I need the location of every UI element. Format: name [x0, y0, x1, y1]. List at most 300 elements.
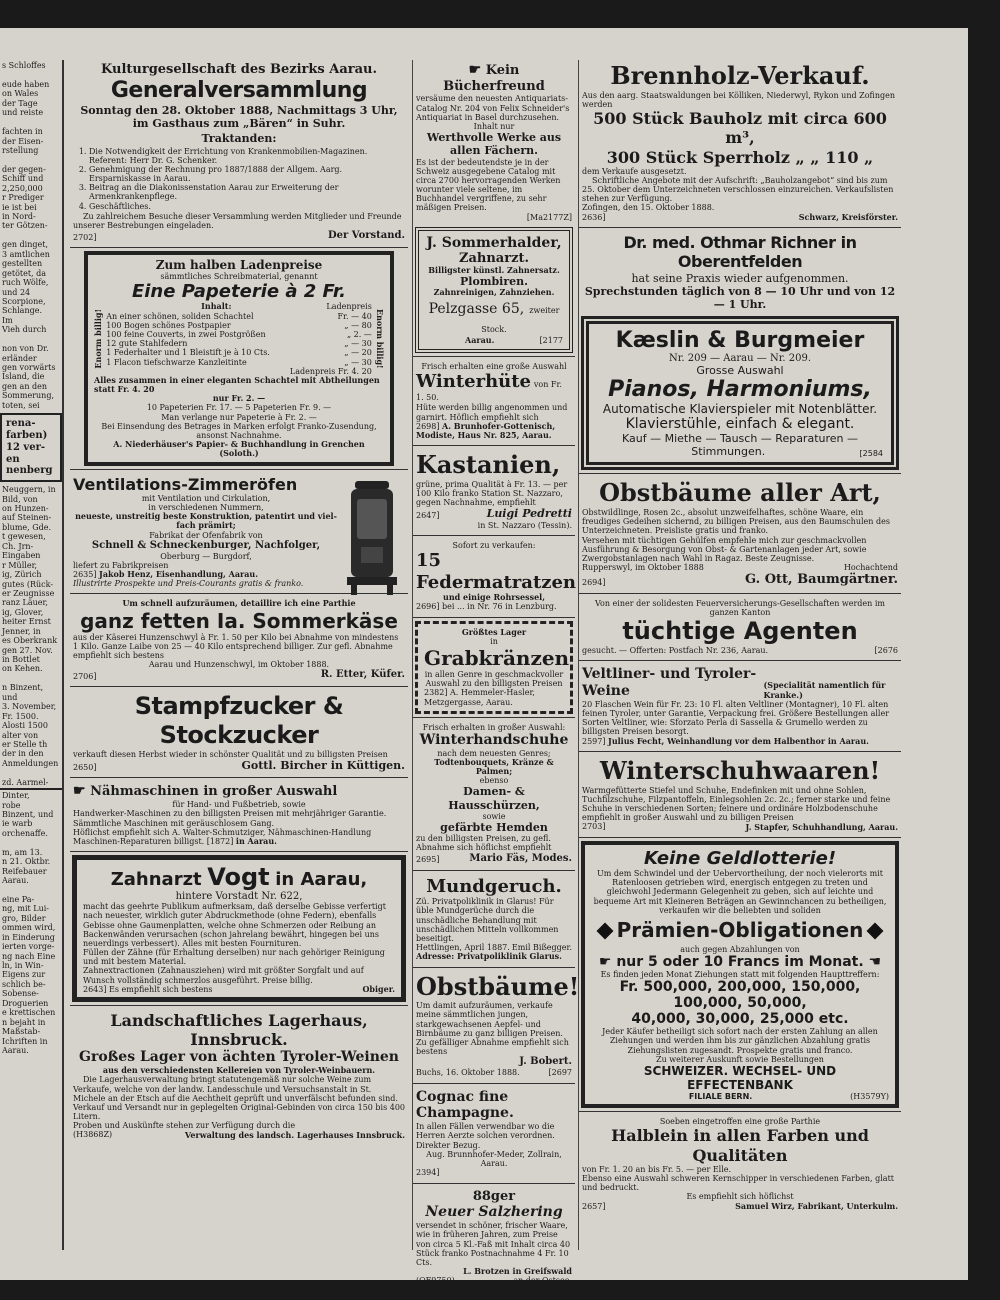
papeterie-col-head: Ladenpreis [326, 302, 372, 312]
papeterie-line1: Alles zusammen in einer eleganten Schachtel mit Abtheilungen statt Fr. 4. 20 [94, 374, 380, 395]
sommerhalder-floor: zweiter Stock. [481, 305, 560, 334]
lotterie-body2: Jeder Käufer betheiligt sich sofort nach der ersten Zahlung an allen Ziehungen und werden ihm bis zur gänzlichen Abzahlung gratis Ziehungslisten zugesandt. Prospekte gratis und franco. [602, 1027, 878, 1055]
papeterie-title: Eine Papeterie à 2 Fr. [131, 281, 347, 303]
margin-line: Sommerung, [2, 391, 54, 401]
margin-box-line: 12 ver- [6, 441, 45, 453]
margin-line: 2,250,000 [2, 183, 43, 193]
vogt-body: macht das geehrte Publikum aufmerksam, daß derselbe Gebisse verfertigt nach neuester, wirklich guter Abdruckmethode (ohne Federn), ebenfalls Gebisse ohne Gaumenplatten, welche ohne Schmerzen oder Reibung an Backenwänden verursachen (schon jahrelang bewährt, hingegen bei uns neuerdings verbessert). Alles mit besten Fournituren. [83, 902, 386, 948]
brennholz-sign: Schwarz, Kreisförster. [798, 212, 898, 223]
schuhe-body: Warmgefütterte Stiefel und Schuhe, Endefinken mit und ohne Sohlen, Tuchfilzschuhe, Filzpantoffeln, Einlegsohlen 2c. 2c.; ferner starke und feine Schuhe in verschiedenen Sorten; feinere und ordinäre Holzbodenschuhe empfiehlt in großer Auswahl und zu billigen Preisen [582, 785, 891, 823]
veltliner-l1: 20 Flaschen Wein für Fr. 23: 10 Fl. alten Veltliner (Montagner), 10 Fl. alten feinen Tyroler, unter Garantie, Verpackung frei. Größere Bestellungen aller Sorten Veltliner, wie: Sforzato Perla di Sassella & Grumello werden zu billigsten Preisen besorgt. [582, 699, 890, 737]
vogt-addr: hintere Vorstadt Nr. 622, [175, 891, 303, 903]
margin-line: 3. November, [2, 702, 57, 712]
margin-line: Schiff und [2, 174, 44, 184]
mundgeruch-l4: Adresse: Privatpoliklinik Glarus. [416, 951, 562, 962]
buecher-title: Kein Bücherfreund [443, 63, 545, 94]
margin-box-line: farben) [6, 429, 48, 441]
margin-line: n bejaht in [2, 1017, 46, 1027]
ad-kulturgesellschaft [70, 60, 408, 244]
sommerhalder-city: Aarau. [465, 334, 495, 345]
kaeslin-addr: Nr. 209 — Aarau — Nr. 209. [668, 353, 811, 365]
margin-line: Alosti 1500 [2, 721, 48, 731]
margin-line: non von Dr. [2, 344, 49, 354]
handschuhe-l3: ebenso [479, 776, 509, 786]
lotterie-body: Um dem Schwindel und der Uebervortheilung, der noch vielerorts mit Ratenloosen getrieben wird, energisch entgegen zu treten und gleichwohl Jedermann Gelegenheit zu geben, sich auf leichte und bequeme Art mit Kleineren Beträgen an Gewinnchancen zu betheiligen, verkaufen wir die beliebten und soliden [593, 868, 887, 915]
buecher-big: Werthvolle Werke aus allen Fächern. [426, 131, 562, 158]
handschuhe-ref: 2695] [416, 855, 440, 864]
lotterie-l2: nur 5 oder 10 Francs im Monat. [616, 954, 864, 971]
margin-line: der Eisen- [2, 136, 44, 146]
margin-line: Scorpione, [2, 296, 46, 306]
hering-title-a: 88ger [472, 1188, 516, 1204]
vogt-ref: 2643] [83, 984, 107, 994]
obst-mid-sign: J. Bobert. [519, 1056, 572, 1068]
agenten-body: gesucht. — Offerten: Postfach Nr. 236, Aarau. [582, 646, 769, 656]
margin-line: erländer [2, 353, 37, 363]
brennholz-place: Zofingen, den 15. Oktober 1888. [582, 203, 715, 213]
lagerhaus-body: Die Lagerhausverwaltung bringt statutengemäß nur solche Weine zum Verkaufe, welche von der landw. Landesschule und Versuchsanstalt in St. Michele an der Etsch auf die Aechtheit geprüft und unverfälscht befunden sind. Verkauf und Versandt nur in geplegelten Original-Gebinden von circa 150 bis 400 Litern. [73, 1075, 406, 1122]
handschuhe-l5: sowie [482, 811, 506, 821]
obst-mid-body2: Zu gefälliger Abnahme empfiehlt sich bestens [416, 1038, 569, 1057]
naeh-l3: Höflichst empfiehlt sich A. Walter-Schmutziger, Nähmaschinen-Handlung [73, 827, 372, 837]
papeterie-sign: A. Niederhäuser's Papier- & Buchhandlung in Grenchen (Soloth.) [113, 439, 365, 459]
papeterie-line5: Bei Einsendung des Betrages in Marken erfolgt Franko-Zusendung, ansonst Nachnahme. [101, 421, 377, 441]
ofen-ref: 2635] [73, 570, 97, 580]
lagerhaus-title: Landschaftliches Lagerhaus, Innsbruck. [110, 1011, 368, 1050]
hering-body: versendet in schöner, frischer Waare, wie in früheren Jahren, zum Preise von circa 5 Kl.-Faß mit Inhalt circa 40 Stück franko Postnachnahme 4 Fr. 10 Cts. [416, 1221, 571, 1267]
hering-sign: L. Brotzen in Greifswald [463, 1266, 572, 1277]
margin-line: gro, Bilder [2, 913, 46, 923]
margin-line: heiter Ernst [2, 617, 51, 627]
margin-line [2, 335, 60, 344]
margin-line: e krettischen [2, 1008, 56, 1018]
lotterie-ref: (H3579Y) [850, 1092, 889, 1102]
margin-line: toten, sei [2, 400, 40, 410]
diamond-icon [867, 923, 884, 940]
margin-line: fachten in [2, 127, 43, 137]
mundgeruch-l2: Hettlingen, April 1887. [416, 943, 510, 953]
buecher-body2: Es ist der bedeutendste je in der Schweiz ausgegebene Catalog mit circa 2700 hervorragenden Werken worunter viele seltene, im Buchhandel vergriffene, zu sehr mäßigen Preisen. [416, 157, 561, 213]
ofen-l9: Illustrirte Prospekte und Preis-Courants gratis & franko. [73, 579, 304, 589]
ofen-l6: Oberburg — Burgdorf, [160, 551, 252, 561]
lotterie-l4: Zu weiterer Auskunft sowie Bestellungen [656, 1054, 824, 1064]
margin-line: gutes (Rück- [2, 579, 54, 589]
papeterie-line4: Man verlange nur Papeterie à Fr. 2. — [161, 412, 317, 422]
ad-obstbaeume-buchs [413, 971, 580, 1080]
margin-line: orchenaffe. [2, 828, 48, 838]
margin-line: ter Götzen- [2, 221, 48, 231]
winterhuete-price: von Fr. 1. 50. [416, 379, 562, 402]
kastanien-ref: 2647] [416, 511, 440, 521]
handschuhe-intro: Frisch erhalten in großer Auswahl: [422, 722, 566, 732]
ad-salzhering [413, 1187, 575, 1288]
kultur-header: Kulturgesellschaft des Bezirks Aarau. [100, 62, 377, 77]
kultur-agenda-title: Traktanden: [201, 132, 277, 146]
ad-ventilation-ofen [70, 473, 408, 591]
kultur-agenda-list [89, 147, 405, 211]
margin-line: ranz Läuer, [2, 598, 48, 608]
margin-line [2, 674, 60, 683]
vogt-title-a: Zahnarzt [110, 869, 202, 891]
margin-box-1-text [4, 417, 58, 478]
hering-title-b: Neuer Salzhering [425, 1204, 563, 1221]
stove-illustration [343, 477, 401, 597]
kaeslin-ref: [2584 [859, 449, 883, 459]
margin-line: Droguerien [2, 998, 49, 1008]
ad-papeterie [84, 251, 394, 465]
ad-kastanien [413, 449, 575, 532]
margin-line [2, 768, 60, 777]
margin-box-1 [0, 413, 62, 482]
sommerhalder-addr: Pelzgasse 65, [428, 300, 525, 317]
ad-mundgeruch [413, 874, 575, 964]
papeterie-row: 12 gute Stahlfedern „ — 30 [106, 339, 372, 349]
schuhe-sign: J. Stapfer, Schuhhandlung, Aarau. [745, 821, 898, 832]
kastanien-place: in St. Nazzaro (Tessin). [477, 520, 572, 530]
lotterie-prizes: Fr. 500,000, 200,000, 150,000, 100,000, 50,000, [619, 979, 861, 1012]
cognac-body: In allen Fällen verwendbar wo die Herren Aerzte solchen verordnen. Direkter Bezug. [416, 1122, 555, 1150]
cognac-sign: Aug. Brunnhofer-Meder, Zollrain, Aarau. [426, 1149, 562, 1168]
grab-ref: 2382] [424, 688, 448, 698]
margin-line: m, am 13. [2, 847, 43, 857]
agenten-title: tüchtige Agenten [622, 617, 858, 646]
mundgeruch-title: Mundgeruch. [426, 875, 562, 897]
veltliner-sign: Julius Fecht, Weinhandlung vor dem Halbenthor in Aarau. [608, 735, 869, 746]
ofen-l3: neueste, unstreitig beste Konstruktion, patentirt und viel- fach prämirt; [75, 511, 337, 531]
papeterie-total: Ladenpreis Fr. 4. 20 [289, 366, 372, 376]
matratzen-l2: bei ... in Nr. 76 in Lenzburg. [442, 602, 557, 612]
naeh-l2: Handwerker-Maschinen zu den billigsten Preisen mit mehrjähriger Garantie. Sämmtliche Maschinen mit geräuschlosem Gang. [73, 809, 387, 828]
ofen-l7: liefert zu Fabrikpreisen [73, 560, 169, 570]
margin-line: Schlange. [2, 306, 42, 316]
margin-line: getötet, da [2, 268, 47, 278]
buecher-ref: [Ma2177Z] [526, 212, 572, 222]
hering-place: an der Ostsee. [513, 1276, 572, 1286]
margin-line: gestellten [2, 259, 43, 269]
ad-winterhuete [413, 360, 575, 442]
margin-line: gen vorwärts [2, 363, 56, 372]
halblein-body2: Ebenso eine Auswahl schweren Kernschipper in verschiedenen Farben, glatt und bedruckt. [582, 1173, 895, 1193]
veltliner-title: Veltliner- und Tyroler-Weine [582, 666, 757, 700]
kastanien-title: Kastanien, [416, 450, 561, 480]
kastanien-sign: Luigi Pedretti [486, 507, 572, 521]
kultur-place: im Gasthaus zum „Bären“ in Suhr. [132, 117, 346, 131]
lagerhaus-sign: Verwaltung des landsch. Lagerhauses Innsbruck. [184, 1129, 405, 1140]
kaeslin-l6: Stimmungen. [691, 445, 766, 459]
newspaper-page [0, 28, 968, 1286]
handschuhe-l2: Todtenbouquets, Kränze & Palmen; [434, 756, 554, 777]
margin-line: zd. Aarmel- [2, 777, 49, 787]
sommerhalder-name: J. Sommerhalder, [426, 235, 562, 252]
margin-line: eude haben [2, 79, 50, 89]
buecher-inhalt: Inhalt nur [473, 121, 515, 131]
margin-line: der in den [2, 749, 44, 759]
naeh-title: Nähmaschinen in großer Auswahl [90, 784, 338, 800]
halblein-title: Halblein in allen Farben und Qualitäten [611, 1126, 869, 1165]
agenda-item: 4. Geschäftliches. [89, 202, 405, 211]
papeterie-row: An einer schönen, soliden Schachtel Fr. — 40 [106, 311, 372, 321]
zucker-sign: Gottl. Bircher in Küttigen. [241, 759, 405, 773]
ad-richner [579, 231, 901, 313]
winterhuete-ref: 2698] [416, 421, 440, 431]
kastanien-body: grüne, prima Qualität à Fr. 13. — per 100 Kilo franko Station St. Nazzaro, gegen Nachnahme, empfiehlt [416, 479, 568, 508]
zucker-title: Stampfzucker & Stockzucker [134, 692, 344, 750]
margin-line: er Zeugnisse [2, 588, 55, 598]
brennholz-l2: 500 Stück Bauholz mit circa 600 m³, [593, 109, 887, 148]
margin-line: ng, mit Lui- [2, 904, 49, 914]
margin-line: ln, in Win- [2, 961, 44, 971]
matratzen-ref: 2696] [416, 602, 440, 612]
margin-line: Eigens zur [2, 970, 46, 980]
richner-l1: hat seine Praxis wieder aufgenommen. [631, 271, 849, 285]
ad-geldlotterie [581, 841, 899, 1108]
kultur-sign: Der Vorstand. [327, 230, 405, 242]
margin-line: Ch. Jrn- [2, 541, 34, 551]
agenten-intro: Von einer der solidesten Feuerversicherungs-Gesellschaften werden im ganzen Kanton [595, 598, 885, 618]
richner-title: Dr. med. Othmar Richner in Oberentfelden [623, 233, 857, 272]
naeh-place: in Aarau. [235, 835, 277, 846]
margin-text-top [0, 60, 62, 411]
mundgeruch-l1: Zü. Privatpoliklinik in Glarus! Für üble Mundgerüche durch die unschädliche Behandlung mit unschädlichen Mitteln vollkommen beseitigt. [416, 897, 559, 943]
matratzen-l1: und einige Rohrsessel, [443, 592, 545, 603]
lotterie-prizes2: 40,000, 30,000, 25,000 etc. [631, 1011, 849, 1028]
kaese-place: Aarau und Hunzenschwyl, im Oktober 1888. [148, 660, 330, 670]
margin-line: Reifebauer [2, 866, 47, 876]
margin-line: r Müller, [2, 560, 38, 570]
sommerhalder-l3: Zahnreinigen, Zahnziehen. [433, 287, 555, 298]
papeterie-line2: nur Fr. 2. — [212, 393, 266, 404]
ofen-l1: mit Ventilation und Cirkulation, [141, 493, 271, 503]
margin-line: ig, Zürich [2, 570, 42, 580]
margin-line: Bild, von [2, 494, 38, 504]
agenten-ref: [2676 [874, 646, 898, 656]
margin-line: rstellung [2, 145, 39, 155]
ad-lagerhaus [70, 1009, 408, 1142]
ad-obstbaeume-ott [579, 477, 901, 590]
ott-sign: G. Ott, Baumgärtner. [745, 572, 898, 588]
margin-line: ig, Glover, [2, 607, 44, 617]
ad-agenten [579, 597, 901, 657]
margin-line: on Wales [2, 89, 39, 99]
margin-line: gen an den [2, 381, 48, 391]
winterhuete-sign: A. Brunhofer-Gottenisch, Modiste, Haus Nr. 825, Aarau. [416, 420, 556, 440]
margin-line: gen dinget, [2, 240, 48, 250]
margin-line: gen 27. Nov. [2, 645, 53, 655]
ofen-l8: Jakob Henz, Eisenhandlung, Aarau. [99, 569, 259, 580]
margin-line [2, 231, 60, 240]
margin-line: robe [2, 800, 21, 810]
margin-line: Aarau. [2, 1045, 29, 1055]
margin-text-bottom [0, 788, 62, 1056]
ott-body: Obstwildlinge, Rosen 2c., absolut unzweifelhaftes, schöne Waare, ein freudiges Gedeihen sichernd, zu billigen Preisen, aus den Baumschulen des Unterzeichneten. Preisliste gratis und franko. [582, 508, 890, 536]
sommerhalder-prof: Zahnarzt. [458, 251, 529, 267]
lotterie-title: Keine Geldlotterie! [643, 847, 837, 869]
column-1 [70, 60, 408, 1250]
margin-line [2, 886, 60, 895]
ad-winterhandschuhe [413, 721, 575, 867]
ad-federmatratzen [413, 539, 575, 614]
ofen-l5: Schnell & Schneckenburger, Nachfolger, [91, 539, 321, 551]
halblein-ref: 2657] [582, 1201, 606, 1211]
handschuhe-l4: Damen- & Hausschürzen, [448, 785, 540, 812]
kaese-sign: R. Etter, Küfer. [320, 669, 405, 681]
margin-line: Im [2, 315, 13, 325]
margin-line: Fr. 1500. [2, 711, 39, 721]
scan-edge [968, 0, 1000, 1300]
vogt-title-c: in Aarau, [275, 869, 368, 891]
ofen-l2: in verschiedenen Nummern, [148, 502, 264, 512]
papeterie-inhalt: Inhalt: [201, 301, 232, 312]
ad-naehmaschinen [70, 781, 408, 848]
pointing-hand-icon: ☛ [598, 954, 612, 971]
halblein-body3: Es empfiehlt sich höflichst [686, 1192, 794, 1202]
naeh-ref: [1872] [206, 836, 234, 846]
margin-line: Maßstab- [2, 1027, 41, 1037]
papeterie-row: 1 Federhalter und 1 Bleistift je à 10 Cts. „ — 20 [106, 348, 372, 358]
lotterie-branch: FILIALE BERN. [688, 1092, 753, 1101]
halblein-body: von Fr. 1. 20 an bis Fr. 5. — per Elle. [582, 1164, 732, 1174]
margin-line: s Schloffes [2, 61, 46, 70]
margin-line: in Nord- [2, 212, 36, 221]
kaeslin-title: Kæslin & Burgmeier [615, 328, 865, 354]
kaeslin-l3: Automatische Klavierspieler mit Notenblätter. [602, 402, 878, 417]
margin-line: ie warb [2, 819, 33, 829]
margin-line [2, 155, 60, 164]
ott-greet: Hochachtend [843, 563, 898, 573]
kultur-note: Zu zahlreichem Besuche dieser Versammlung werden Mitglieder und Freunde unserer Bestrebungen eingeladen. [73, 211, 402, 231]
margin-line: er Stelle th [2, 739, 48, 749]
ott-ref: 2694] [582, 578, 606, 588]
sommerhalder-l1: Billigster künstl. Zahnersatz. [428, 265, 560, 276]
margin-line: Vieh durch [2, 325, 47, 335]
halblein-sign: Samuel Wirz, Fabrikant, Unterkulm. [735, 1200, 898, 1211]
margin-line: Sobense- [2, 989, 39, 999]
margin-line: es Oberkrank [2, 636, 58, 646]
sommerhalder-ref: [2177 [539, 335, 563, 345]
ad-cognac [413, 1087, 575, 1180]
ad-buecherfreund [413, 60, 575, 224]
pointing-hand-icon: ☛ [468, 62, 482, 78]
winterhuete-intro: Frisch erhalten eine große Auswahl [421, 361, 567, 371]
grab-body: in allen Genre in geschmackvoller Auswahl zu den billigsten Preisen [424, 669, 564, 689]
margin-line: in Einderung [2, 932, 55, 942]
margin-line: und reiste [2, 108, 44, 118]
grab-in: in [490, 636, 498, 646]
margin-box-line: rena- [6, 418, 36, 430]
margin-box-line: nenberg [6, 465, 53, 477]
kaeslin-l1: Grosse Auswahl [696, 364, 784, 378]
kultur-title: Generalversammlung [110, 77, 368, 103]
lagerhaus-more: Proben und Auskünfte stehen zur Verfügung durch die [73, 1121, 296, 1131]
vogt-last: Es empfiehlt sich bestens [109, 984, 213, 994]
hering-ref: (OF9750) [416, 1276, 455, 1286]
schuhe-ref: 2703] [582, 822, 606, 832]
winterhuete-body: Hüte werden billig angenommen und garnirt. Höflich empfiehlt sich [416, 403, 568, 422]
margin-line: der gegen- [2, 164, 46, 174]
margin-line: r Prediger [2, 193, 44, 203]
mundgeruch-l3: Emil Bißegger. [511, 943, 572, 953]
margin-line [2, 118, 60, 127]
zucker-body: verkauft diesen Herbst wieder in schönster Qualität und zu billigsten Preisen [73, 750, 388, 760]
margin-line: ruch Wölfe, [2, 278, 49, 288]
margin-line: on Kehen. [2, 664, 43, 674]
margin-line: ierten vorge- [2, 942, 55, 952]
papeterie-contents [94, 302, 384, 376]
matratzen-intro: Sofort zu verkaufen: [452, 540, 536, 550]
agenda-item: 2. Genehmigung der Rechnung pro 1887/1888 der Allgem. Aarg. Ersparniskasse in Aarau. [89, 165, 405, 183]
margin-line: und 24 [2, 287, 31, 297]
margin-line: t gewesen, [2, 532, 46, 542]
grab-title: Grabkränzen [424, 645, 570, 670]
lotterie-l3: Es finden jeden Monat Ziehungen statt mit folgenden Haupttreffern: [600, 970, 880, 980]
margin-line: blume, Gde. [2, 522, 52, 532]
brennholz-l3: 300 Stück Sperrholz „ „ 110 „ [606, 147, 874, 167]
papeterie-row: 100 Bogen schönes Postpapier „ — 80 [106, 320, 372, 330]
kaeslin-l2: Pianos, Harmoniums, [608, 377, 872, 403]
ad-kaese [70, 597, 408, 683]
margin-line: ng nach Eine [2, 951, 56, 961]
margin-line: in Bottlet [2, 655, 40, 665]
column-3 [578, 60, 901, 1250]
naeh-l1: für Hand- und Fußbetrieb, sowie [172, 800, 306, 810]
papeterie-row: 100 feine Couverts, in zwei Postgrößen „ 2. — [106, 329, 372, 339]
margin-line: on Hunzen- [2, 504, 49, 514]
margin-line: n 21. Oktbr. [2, 857, 51, 867]
zucker-ref: 2650] [73, 762, 97, 772]
handschuhe-title: Winterhandschuhe [419, 731, 569, 748]
margin-line: n Binzent, und [2, 683, 44, 702]
papeterie-row: 1 Flacon tiefschwarze Kanzleitinte „ — 30 [106, 357, 372, 367]
margin-line: Neuggern, in [2, 485, 56, 495]
ad-halblein [579, 1115, 901, 1213]
margin-line: Aarau. [2, 876, 29, 886]
margin-line: Anmeldungen [2, 758, 59, 768]
agenda-item: 3. Beitrag an die Diakonissenstation Aarau zur Erweiterung der Armenkrankenpflege. [89, 183, 405, 201]
matratzen-title: 15 Federmatratzen [416, 550, 577, 593]
margin-line: Dinter, [2, 791, 30, 801]
obst-mid-title: Obstbäume! [416, 971, 580, 1001]
ad-kaeslin-burgmeier [581, 316, 899, 470]
handschuhe-l6: gefärbte Hemden [440, 821, 548, 835]
ad-brennholz [579, 60, 901, 224]
ad-grabkraenze [415, 621, 573, 714]
papeterie-side-right: Enorm billig! [375, 309, 385, 369]
kaese-ref: 2706] [73, 671, 97, 681]
kultur-ref: 2702] [73, 232, 97, 242]
margin-line: Binzent, und [2, 810, 54, 820]
margin-line: Jenner, in [2, 626, 41, 636]
veltliner-note: (Specialität namentlich für Kranke.) [763, 680, 886, 700]
pointing-hand-left-icon: ☚ [868, 954, 882, 971]
papeterie-side-left: Enorm billig! [93, 309, 103, 369]
winterhuete-title: Winterhüte [416, 370, 532, 392]
lagerhaus-sub: Großes Lager von ächten Tyroler-Weinen [78, 1049, 399, 1066]
diamond-icon [596, 923, 613, 940]
brennholz-l1: Aus den aarg. Staatswaldungen bei Kölliken, Niederwyl, Rykon und Zofingen werden [582, 90, 896, 109]
obst-mid-body: Um damit aufzuräumen, verkaufe meine sämmtlichen jungen, starkgewachsenen Aepfel- und Birnbäume zu ganz billigen Preisen. [416, 1001, 563, 1038]
kaese-body: aus der Käserei Hunzenschwyl à Fr. 1. 50 per Kilo bei Abnahme von mindestens 1 Kilo. Ganze Laibe von 25 — 40 Kilo entsprechend billiger. Zur gefl. Abnahme empfiehlt sich bestens [73, 632, 399, 661]
lagerhaus-sub2: aus den verschiedensten Kellereien von Tyroler-Weinbauern. [102, 1065, 376, 1076]
kaeslin-l4: Klavierstühle, einfach & elegant. [625, 416, 855, 433]
naeh-l4: Maschinen-Reparaturen billigst. [73, 836, 205, 846]
ott-body2: Versehen mit tüchtigen Gehülfen empfehle mich zur geschmackvollen Ausführung & Besorgung von Obst- & Gartenanlagen jeder Art, sowie Zwergobstanlagen nach Wahl in Ragaz. Beste Zeugnisse. [582, 535, 867, 563]
brennholz-body: Schriftliche Angebote mit der Aufschrift: „Bauholzangebot“ sind bis zum 25. Oktober dem Unterzeichneten verschlossen einzureichen. Verkaufslisten stehen zur Verfügung. [582, 175, 894, 204]
richner-l2: Sprechstunden täglich von 8 — 10 Uhr und von 12 — 1 Uhr. [584, 284, 896, 312]
margin-box-line: en [6, 453, 20, 465]
handschuhe-l1: nach dem neuesten Genres; [437, 748, 551, 758]
margin-line: Ichriften in [2, 1036, 48, 1046]
margin-line: schlich be- [2, 979, 46, 989]
